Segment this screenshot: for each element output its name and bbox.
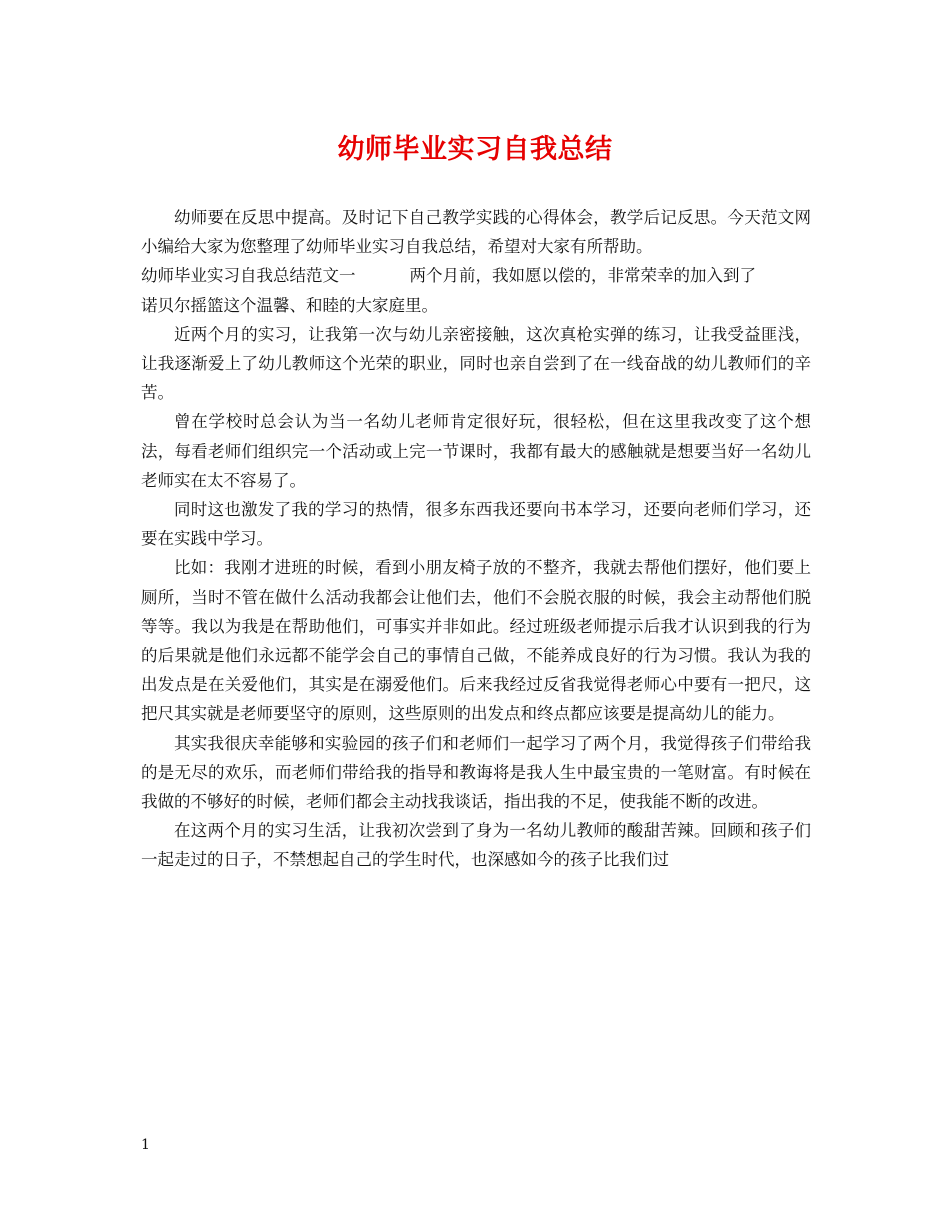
body-paragraph-1: 近两个月的实习，让我第一次与幼儿亲密接触，这次真枪实弹的练习，让我受益匪浅，让我逐渐爱上了幼儿教师这个光荣的职业，同时也亲自尝到了在一线奋战的幼儿教师们的辛苦。: [141, 324, 811, 403]
body-paragraph-3: 同时这也激发了我的学习的热情，很多东西我还要向书本学习，还要向老师们学习，还要在实践中学习。: [141, 500, 811, 549]
sample-first-line: 两个月前，我如愿以偿的，非常荣幸的加入到了: [409, 266, 756, 286]
intro-paragraph: 幼师要在反思中提高。及时记下自己教学实践的心得体会，教学后记反思。今天范文网小编给大家为您整理了幼师毕业实习自我总结，希望对大家有所帮助。: [141, 208, 811, 257]
document-body: [141, 203, 811, 875]
sample-heading-line: [141, 261, 811, 290]
sample-continuation: 诺贝尔摇篮这个温馨、和睦的大家庭里。: [141, 295, 438, 315]
body-paragraph-5: 其实我很庆幸能够和实验园的孩子们和老师们一起学习了两个月，我觉得孩子们带给我的是无尽的欢乐，而老师们带给我的指导和教诲将是我人生中最宝贵的一笔财富。有时候在我做的不够好的时候，老师们都会主动找我谈话，指出我的不足，使我能不断的改进。: [141, 733, 811, 812]
sample-heading: 幼师毕业实习自我总结范文一: [141, 266, 356, 286]
document-title: 幼师毕业实习自我总结: [337, 134, 613, 165]
body-paragraph-4: 比如：我刚才进班的时候，看到小朋友椅子放的不整齐，我就去帮他们摆好，他们要上厕所，当时不管在做什么活动我都会让他们去，他们不会脱衣服的时候，我会主动帮他们脱等等。我以为我是在帮助他们，可事实并非如此。经过班级老师提示后我才认识到我的行为的后果就是他们永远都不能学会自己的事情自己做，不能养成良好的行为习惯。我认为我的出发点是在关爱他们，其实是在溺爱他们。后来我经过反省我觉得老师心中要有一把尺，这把尺其实就是老师要坚守的原则，这些原则的出发点和终点都应该要是提高幼儿的能力。: [141, 558, 811, 724]
body-paragraph-2: 曾在学校时总会认为当一名幼儿老师肯定很好玩，很轻松，但在这里我改变了这个想法，每看老师们组织完一个活动或上完一节课时，我都有最大的感触就是想要当好一名幼儿老师实在太不容易了。: [141, 412, 811, 490]
page-number: 1: [141, 1137, 150, 1153]
body-paragraph-6: 在这两个月的实习生活，让我初次尝到了身为一名幼儿教师的酸甜苦辣。回顾和孩子们一起走过的日子，不禁想起自己的学生时代，也深感如今的孩子比我们过: [141, 821, 811, 870]
